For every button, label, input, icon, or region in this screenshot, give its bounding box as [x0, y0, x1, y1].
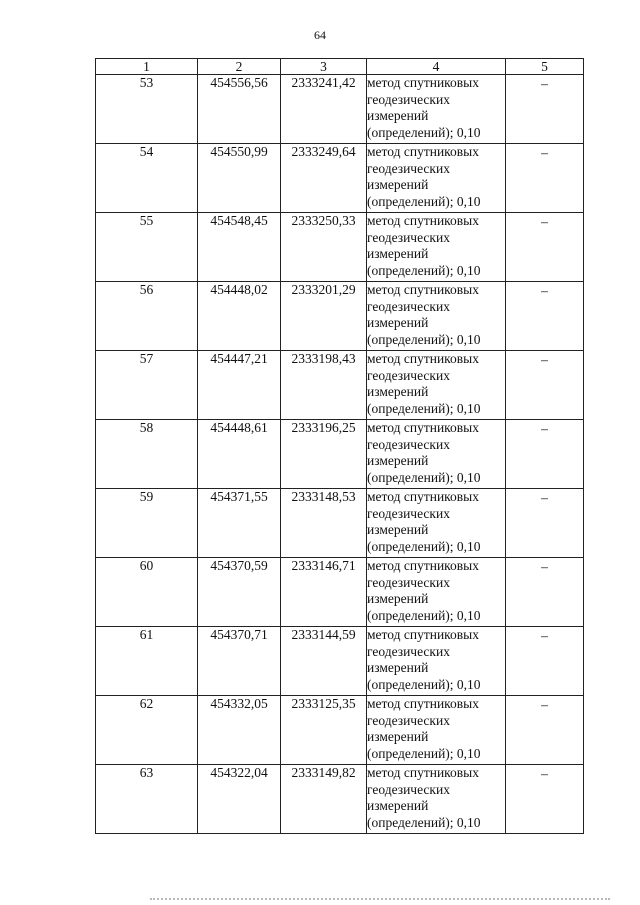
note-cell: [506, 489, 584, 558]
table-row: [96, 351, 584, 420]
method-cell: [367, 213, 506, 282]
y-coordinate-text: 2333125,35: [291, 696, 356, 711]
method-text: метод спутниковых геодезических измерений (определений); 0,10: [367, 213, 481, 278]
x-coordinate-cell: [198, 696, 281, 765]
x-coordinate-cell: [198, 558, 281, 627]
x-coordinate-text: 454548,45: [210, 213, 268, 228]
method-text: метод спутниковых геодезических измерений (определений); 0,10: [367, 144, 481, 209]
note-cell: [506, 558, 584, 627]
point-number-text: 61: [139, 627, 154, 642]
note-cell: [506, 351, 584, 420]
point-number-cell: [96, 144, 198, 213]
method-cell: [367, 489, 506, 558]
note-cell: [506, 282, 584, 351]
table-row: [96, 558, 584, 627]
method-text: метод спутниковых геодезических измерений (определений); 0,10: [367, 282, 481, 347]
point-number-cell: [96, 213, 198, 282]
y-coordinate-text: 2333201,29: [291, 282, 356, 297]
x-coordinate-cell: [198, 627, 281, 696]
point-number-text: 55: [139, 213, 154, 228]
method-text: метод спутниковых геодезических измерений (определений); 0,10: [367, 75, 481, 140]
coordinates-table: [95, 58, 584, 834]
method-text: метод спутниковых геодезических измерений (определений); 0,10: [367, 489, 481, 554]
y-coordinate-cell: [281, 489, 367, 558]
point-number-text: 59: [139, 489, 154, 504]
method-cell: [367, 765, 506, 834]
note-text: –: [541, 559, 548, 574]
point-number-cell: [96, 765, 198, 834]
y-coordinate-text: 2333241,42: [291, 75, 356, 90]
x-coordinate-cell: [198, 351, 281, 420]
x-coordinate-text: 454448,02: [210, 282, 268, 297]
point-number-cell: [96, 489, 198, 558]
method-cell: [367, 351, 506, 420]
method-cell: [367, 75, 506, 144]
y-coordinate-text: 2333198,43: [291, 351, 356, 366]
note-text: –: [541, 766, 548, 781]
table-row: [96, 420, 584, 489]
column-header-2: 2: [198, 59, 281, 75]
note-cell: [506, 75, 584, 144]
x-coordinate-cell: [198, 489, 281, 558]
scan-artifact-line: [150, 898, 610, 903]
method-cell: [367, 420, 506, 489]
x-coordinate-text: 454370,71: [210, 627, 268, 642]
note-cell: [506, 765, 584, 834]
y-coordinate-cell: [281, 351, 367, 420]
x-coordinate-cell: [198, 213, 281, 282]
table-row: [96, 282, 584, 351]
y-coordinate-cell: [281, 765, 367, 834]
y-coordinate-text: 2333148,53: [291, 489, 356, 504]
x-coordinate-text: 454371,55: [210, 489, 268, 504]
point-number-text: 62: [139, 696, 154, 711]
point-number-cell: [96, 75, 198, 144]
x-coordinate-cell: [198, 144, 281, 213]
x-coordinate-text: 454448,61: [210, 420, 268, 435]
table-row: [96, 696, 584, 765]
table-row: [96, 627, 584, 696]
y-coordinate-cell: [281, 144, 367, 213]
point-number-text: 63: [139, 765, 154, 780]
table-body: [96, 75, 584, 834]
method-text: метод спутниковых геодезических измерений (определений); 0,10: [367, 558, 481, 623]
x-coordinate-cell: [198, 420, 281, 489]
y-coordinate-cell: [281, 627, 367, 696]
note-text: –: [541, 628, 548, 643]
column-header-5: 5: [506, 59, 584, 75]
page-number: 64: [314, 28, 326, 42]
y-coordinate-text: 2333250,33: [291, 213, 356, 228]
method-cell: [367, 627, 506, 696]
point-number-text: 58: [139, 420, 154, 435]
point-number-cell: [96, 351, 198, 420]
method-cell: [367, 144, 506, 213]
method-cell: [367, 282, 506, 351]
note-text: –: [541, 697, 548, 712]
point-number-text: 54: [139, 144, 154, 159]
x-coordinate-text: 454447,21: [210, 351, 268, 366]
note-cell: [506, 213, 584, 282]
note-text: –: [541, 76, 548, 91]
y-coordinate-cell: [281, 75, 367, 144]
x-coordinate-cell: [198, 75, 281, 144]
y-coordinate-text: 2333249,64: [291, 144, 356, 159]
note-text: –: [541, 145, 548, 160]
point-number-cell: [96, 627, 198, 696]
y-coordinate-text: 2333149,82: [291, 765, 356, 780]
method-text: метод спутниковых геодезических измерений (определений); 0,10: [367, 420, 481, 485]
point-number-text: 53: [139, 75, 154, 90]
note-text: –: [541, 421, 548, 436]
method-cell: [367, 558, 506, 627]
x-coordinate-text: 454556,56: [210, 75, 268, 90]
y-coordinate-cell: [281, 420, 367, 489]
note-text: –: [541, 283, 548, 298]
point-number-cell: [96, 558, 198, 627]
method-text: метод спутниковых геодезических измерений (определений); 0,10: [367, 765, 481, 830]
method-text: метод спутниковых геодезических измерений (определений); 0,10: [367, 627, 481, 692]
x-coordinate-text: 454322,04: [210, 765, 268, 780]
note-text: –: [541, 214, 548, 229]
column-header-3: 3: [281, 59, 367, 75]
table-row: [96, 765, 584, 834]
y-coordinate-cell: [281, 213, 367, 282]
method-text: метод спутниковых геодезических измерений (определений); 0,10: [367, 696, 481, 761]
x-coordinate-cell: [198, 765, 281, 834]
x-coordinate-text: 454370,59: [210, 558, 268, 573]
note-text: –: [541, 490, 548, 505]
table-row: [96, 144, 584, 213]
y-coordinate-text: 2333144,59: [291, 627, 356, 642]
table-row: [96, 489, 584, 558]
table-row: [96, 213, 584, 282]
point-number-text: 56: [139, 282, 154, 297]
method-text: метод спутниковых геодезических измерений (определений); 0,10: [367, 351, 481, 416]
point-number-text: 57: [139, 351, 154, 366]
note-text: –: [541, 352, 548, 367]
point-number-cell: [96, 282, 198, 351]
point-number-text: 60: [139, 558, 154, 573]
note-cell: [506, 144, 584, 213]
x-coordinate-text: 454550,99: [210, 144, 268, 159]
y-coordinate-cell: [281, 282, 367, 351]
table-header-row: [96, 59, 584, 75]
y-coordinate-cell: [281, 558, 367, 627]
x-coordinate-cell: [198, 282, 281, 351]
y-coordinate-text: 2333196,25: [291, 420, 356, 435]
x-coordinate-text: 454332,05: [210, 696, 268, 711]
column-header-1: 1: [96, 59, 198, 75]
point-number-cell: [96, 420, 198, 489]
y-coordinate-text: 2333146,71: [291, 558, 356, 573]
point-number-cell: [96, 696, 198, 765]
column-header-4: 4: [367, 59, 506, 75]
note-cell: [506, 420, 584, 489]
table-row: [96, 75, 584, 144]
note-cell: [506, 627, 584, 696]
method-cell: [367, 696, 506, 765]
note-cell: [506, 696, 584, 765]
y-coordinate-cell: [281, 696, 367, 765]
